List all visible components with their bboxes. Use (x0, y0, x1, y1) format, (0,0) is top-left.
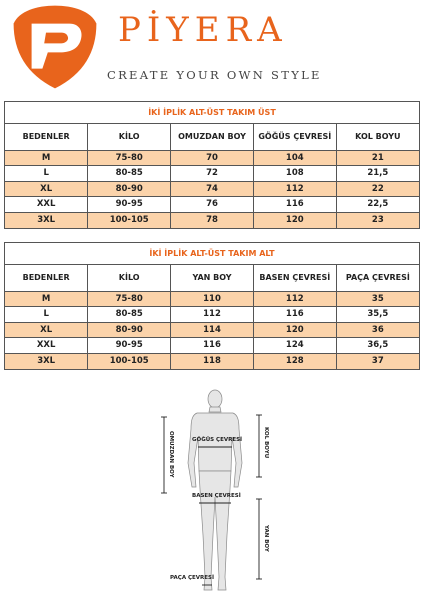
top-size-table (4, 101, 420, 229)
gogus-cevresi-label: GÖĞÜS ÇEVRESİ (192, 437, 243, 443)
header-cell: GÖĞÜS ÇEVRESİ (253, 124, 336, 150)
table-row (5, 353, 419, 369)
table-cell: 23 (336, 212, 419, 228)
table-cell: 36,5 (336, 338, 419, 354)
basen-cevresi-label: BASEN ÇEVRESİ (192, 493, 241, 499)
header-cell: BASEN ÇEVRESİ (253, 265, 336, 291)
table-cell: 75-80 (88, 291, 171, 307)
header (0, 0, 424, 92)
table-cell: 112 (171, 307, 254, 323)
table-cell: 37 (336, 353, 419, 369)
table-cell: 100-105 (88, 212, 171, 228)
table-row (5, 197, 419, 213)
table-row (5, 212, 419, 228)
table-row (5, 291, 419, 307)
piyera-shield-logo-icon (10, 2, 100, 92)
table-cell: 100-105 (88, 353, 171, 369)
header-cell: PAÇA ÇEVRESİ (336, 265, 419, 291)
table-cell: 70 (171, 150, 254, 166)
table-cell: 124 (253, 338, 336, 354)
table-cell: 22,5 (336, 197, 419, 213)
body-silhouette-icon (150, 385, 280, 597)
table-cell: 3XL (5, 212, 88, 228)
table-cell: XXL (5, 338, 88, 354)
kol-boyu-label: KOL BOYU (263, 427, 269, 459)
table-cell: 36 (336, 322, 419, 338)
table-row (5, 307, 419, 323)
header-cell: OMUZDAN BOY (171, 124, 254, 150)
table-cell: XXL (5, 197, 88, 213)
table-cell: 35,5 (336, 307, 419, 323)
measurement-diagram (150, 385, 280, 597)
table-cell: M (5, 291, 88, 307)
header-cell: KOL BOYU (336, 124, 419, 150)
table-row (5, 181, 419, 197)
table-cell: 21,5 (336, 166, 419, 182)
table-cell: 35 (336, 291, 419, 307)
table-cell: M (5, 150, 88, 166)
table-cell: 120 (253, 322, 336, 338)
table-cell: 116 (171, 338, 254, 354)
brand-name: PİYERA (118, 10, 288, 50)
table-row (5, 150, 419, 166)
table-cell: 116 (253, 307, 336, 323)
table-cell: 80-85 (88, 307, 171, 323)
table-cell: 104 (253, 150, 336, 166)
table-cell: XL (5, 322, 88, 338)
table-cell: 128 (253, 353, 336, 369)
table-row (5, 322, 419, 338)
brand-tagline: CREATE YOUR OWN STYLE (107, 68, 322, 82)
omuzdan-boy-label: OMUZDAN BOY (168, 431, 174, 478)
table-cell: XL (5, 181, 88, 197)
table-cell: 118 (171, 353, 254, 369)
table-cell: 112 (253, 181, 336, 197)
table-row (5, 166, 419, 182)
table-cell: 3XL (5, 353, 88, 369)
table-cell: 110 (171, 291, 254, 307)
bottom-table-title: İKİ İPLİK ALT-ÜST TAKIM ALT (5, 243, 419, 265)
bottom-size-table (4, 242, 420, 370)
table-cell: 75-80 (88, 150, 171, 166)
header-cell: YAN BOY (171, 265, 254, 291)
table-cell: 80-90 (88, 322, 171, 338)
table-cell: L (5, 307, 88, 323)
paca-cevresi-label: PAÇA ÇEVRESİ (170, 575, 215, 581)
table-cell: 80-85 (88, 166, 171, 182)
table-cell: 112 (253, 291, 336, 307)
table-row (5, 338, 419, 354)
table-cell: 90-95 (88, 197, 171, 213)
table-cell: 74 (171, 181, 254, 197)
top-table-title: İKİ İPLİK ALT-ÜST TAKIM ÜST (5, 102, 419, 124)
table-cell: 22 (336, 181, 419, 197)
table-cell: 116 (253, 197, 336, 213)
table-cell: 80-90 (88, 181, 171, 197)
table-cell: 78 (171, 212, 254, 228)
table-cell: 120 (253, 212, 336, 228)
top-table-grid (5, 124, 419, 228)
table-cell: 90-95 (88, 338, 171, 354)
header-cell: KİLO (88, 124, 171, 150)
table-cell: 114 (171, 322, 254, 338)
table-cell: 72 (171, 166, 254, 182)
table-cell: 108 (253, 166, 336, 182)
table-cell: L (5, 166, 88, 182)
header-cell: KİLO (88, 265, 171, 291)
bottom-table-grid (5, 265, 419, 369)
header-cell: BEDENLER (5, 265, 88, 291)
table-cell: 76 (171, 197, 254, 213)
table-cell: 21 (336, 150, 419, 166)
yan-boy-label: YAN BOY (263, 525, 269, 552)
header-cell: BEDENLER (5, 124, 88, 150)
